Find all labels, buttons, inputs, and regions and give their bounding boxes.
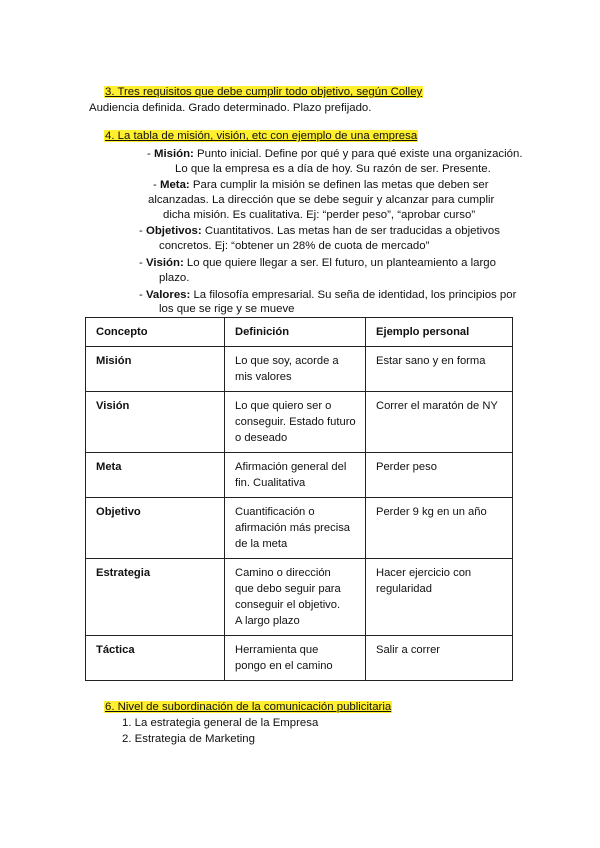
table-cell-ejemplo bbox=[366, 453, 513, 498]
cell-line: Lo que soy, acorde a bbox=[235, 355, 339, 367]
section-3-body: Audiencia definida. Grado determinado. Plazo prefijado. bbox=[89, 102, 372, 114]
bullet-valores-line2: los que se rige y se mueve bbox=[159, 303, 295, 315]
table-cell-ejemplo bbox=[366, 392, 513, 453]
cell-line: Cuantificación o bbox=[235, 506, 315, 518]
cell-line: Afirmación general del bbox=[235, 461, 347, 473]
bullet-objetivos-term: Objetivos: bbox=[145, 225, 202, 237]
cell-line: Perder peso bbox=[376, 461, 437, 473]
section-4-heading bbox=[104, 129, 418, 144]
table-header-definicion: Definición bbox=[225, 318, 366, 347]
bullet-mision-term: Misión: bbox=[153, 148, 194, 160]
section-3-heading bbox=[104, 85, 423, 100]
table-header-concepto: Concepto bbox=[86, 318, 225, 347]
cell-line: que debo seguir para bbox=[235, 583, 341, 595]
table-cell-ejemplo bbox=[366, 347, 513, 392]
table-row bbox=[86, 636, 513, 681]
bullet-meta-line1: Para cumplir la misión se definen las metas que deben ser bbox=[189, 179, 489, 191]
cell-line: Camino o dirección bbox=[235, 567, 331, 579]
table-cell-concepto: Estrategia bbox=[86, 559, 225, 636]
cell-line: conseguir el objetivo. bbox=[235, 599, 341, 611]
bullet-objetivos: - Objetivos: Cuantitativos. Las metas han de ser traducidas a objetivos bbox=[139, 225, 500, 237]
bullet-meta-term: Meta: bbox=[159, 179, 190, 191]
bullet-vision: - Visión: Lo que quiere llegar a ser. El futuro, un planteamiento a largo bbox=[139, 257, 496, 269]
cell-line: de la meta bbox=[235, 538, 288, 550]
cell-line: mis valores bbox=[235, 371, 292, 383]
table-cell-concepto: Misión bbox=[86, 347, 225, 392]
bullet-mision: - Misión: Punto inicial. Define por qué y para qué existe una organización. bbox=[147, 148, 523, 160]
table-cell-definicion bbox=[225, 453, 366, 498]
section-3-heading-text: 3. Tres requisitos que debe cumplir todo objetivo, según Colley bbox=[105, 86, 423, 98]
cell-line: o deseado bbox=[235, 432, 288, 444]
cell-line: A largo plazo bbox=[235, 615, 300, 627]
table-cell-definicion bbox=[225, 498, 366, 559]
bullet-valores-term: Valores: bbox=[145, 289, 191, 301]
cell-line: Salir a correr bbox=[376, 644, 441, 656]
table-header-ejemplo: Ejemplo personal bbox=[366, 318, 513, 347]
cell-line: conseguir. Estado futuro bbox=[235, 416, 356, 428]
bullet-mision-line2: Lo que la empresa es a día de hoy. Su razón de ser. Presente. bbox=[175, 163, 491, 175]
table-row bbox=[86, 498, 513, 559]
table-row bbox=[86, 392, 513, 453]
table-header-row bbox=[86, 318, 513, 347]
section-4-heading-text: 4. La tabla de misión, visión, etc con ejemplo de una empresa bbox=[105, 130, 418, 142]
table-row bbox=[86, 559, 513, 636]
table-cell-ejemplo bbox=[366, 559, 513, 636]
cell-line: fin. Cualitativa bbox=[235, 477, 306, 489]
section-6-heading-text: 6. Nivel de subordinación de la comunicación publicitaria bbox=[105, 701, 392, 713]
cell-line: Perder 9 kg en un año bbox=[376, 506, 487, 518]
table-cell-concepto: Objetivo bbox=[86, 498, 225, 559]
table-cell-definicion bbox=[225, 347, 366, 392]
cell-line: Correr el maratón de NY bbox=[376, 400, 498, 412]
table-row bbox=[86, 453, 513, 498]
cell-line: afirmación más precisa bbox=[235, 522, 351, 534]
bullet-vision-line2: plazo. bbox=[159, 272, 190, 284]
cell-line: Herramienta que bbox=[235, 644, 319, 656]
cell-line: Estar sano y en forma bbox=[376, 355, 486, 367]
bullet-meta-line2: alcanzadas. La dirección que se debe seguir y alcanzar para cumplir bbox=[148, 194, 495, 206]
section-6-item-1: 1. La estrategia general de la Empresa bbox=[122, 717, 319, 729]
concept-table bbox=[85, 317, 513, 681]
bullet-objetivos-line1: Cuantitativos. Las metas han de ser traducidas a objetivos bbox=[201, 225, 500, 237]
bullet-meta-line3: dicha misión. Es cualitativa. Ej: “perder peso”, “aprobar curso” bbox=[163, 209, 476, 221]
cell-line: Hacer ejercicio con bbox=[376, 567, 472, 579]
table-cell-ejemplo bbox=[366, 498, 513, 559]
table-cell-definicion bbox=[225, 559, 366, 636]
table-cell-concepto: Visión bbox=[86, 392, 225, 453]
bullet-valores: - Valores: La filosofía empresarial. Su seña de identidad, los principios por bbox=[139, 289, 517, 301]
table-cell-concepto: Meta bbox=[86, 453, 225, 498]
table-cell-definicion bbox=[225, 636, 366, 681]
table-cell-definicion bbox=[225, 392, 366, 453]
bullet-vision-term: Visión: bbox=[145, 257, 184, 269]
section-6-heading bbox=[104, 700, 392, 715]
bullet-mision-line1: Punto inicial. Define por qué y para qué existe una organización. bbox=[193, 148, 523, 160]
bullet-vision-line1: Lo que quiere llegar a ser. El futuro, un planteamiento a largo bbox=[183, 257, 496, 269]
cell-line: Lo que quiero ser o bbox=[235, 400, 332, 412]
table-cell-concepto: Táctica bbox=[86, 636, 225, 681]
bullet-meta: - Meta: Para cumplir la misión se definen las metas que deben ser bbox=[153, 179, 489, 191]
table-row bbox=[86, 347, 513, 392]
bullet-valores-line1: La filosofía empresarial. Su seña de identidad, los principios por bbox=[190, 289, 517, 301]
section-6-item-2: 2. Estrategia de Marketing bbox=[122, 733, 255, 745]
cell-line: pongo en el camino bbox=[235, 660, 333, 672]
cell-line: regularidad bbox=[376, 583, 432, 595]
bullet-objetivos-line2: concretos. Ej: “obtener un 28% de cuota de mercado” bbox=[159, 240, 430, 252]
table-cell-ejemplo bbox=[366, 636, 513, 681]
